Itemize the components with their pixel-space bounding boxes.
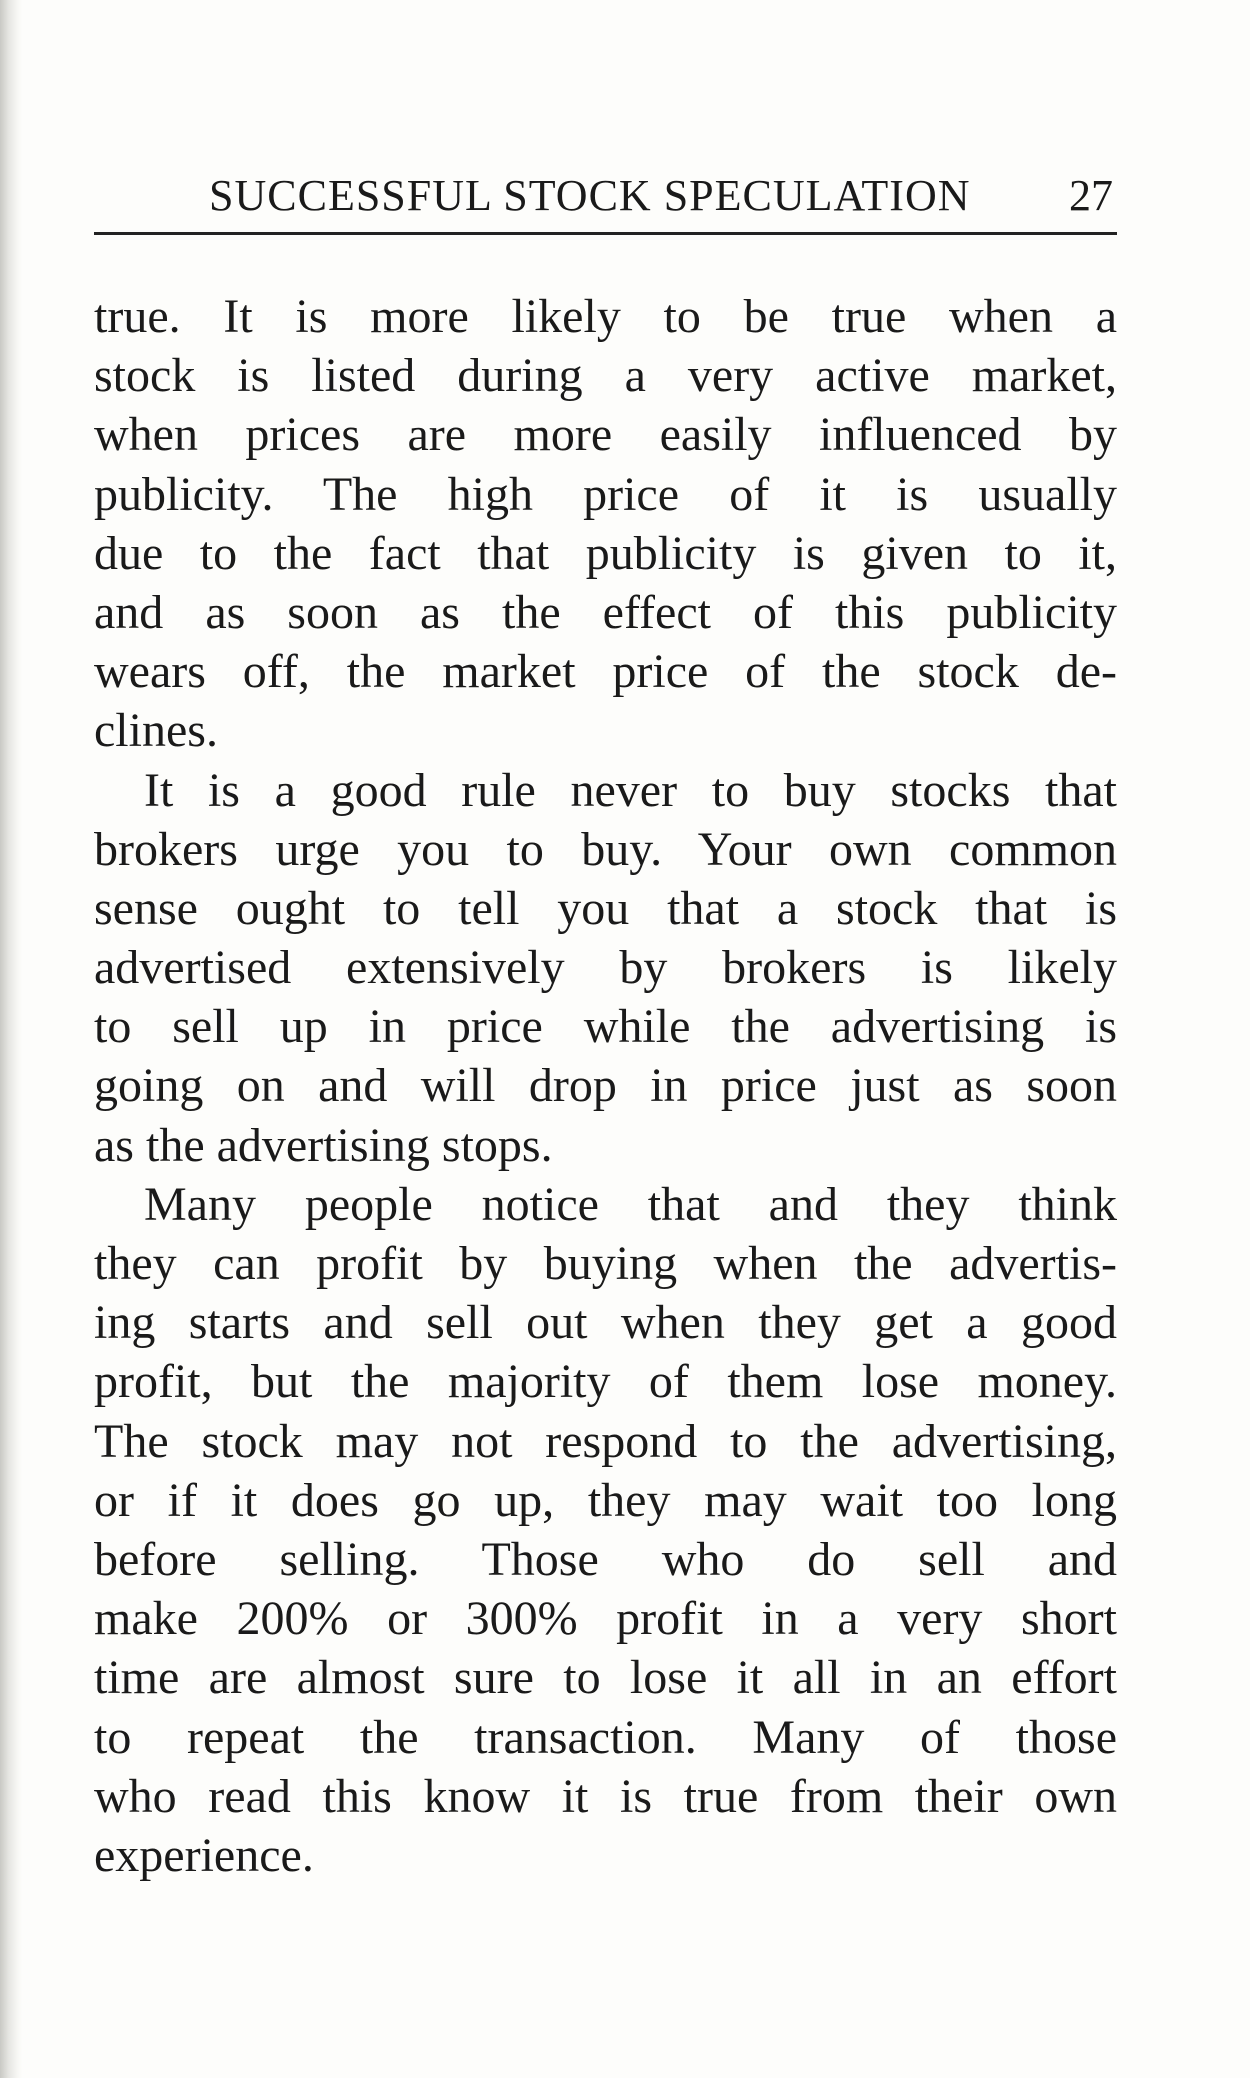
text-line: when prices are more easily influenced by (94, 408, 1117, 462)
text-line: as the advertising stops. (94, 1118, 553, 1172)
text-line: they can profit by buying when the advertis- (94, 1237, 1117, 1290)
text-line: stock is listed during a very active market, (94, 349, 1117, 403)
page-number: 27 (1069, 171, 1113, 220)
text-line: publicity. The high price of it is usually (94, 467, 1117, 521)
text-line: to repeat the transaction. Many of those (94, 1710, 1117, 1764)
text-line: experience. (94, 1828, 314, 1882)
text-line: before selling. Those who do sell and (94, 1532, 1117, 1586)
text-line: who read this know it is true from their own (94, 1769, 1117, 1823)
text-line: Many people notice that and they think (144, 1177, 1117, 1231)
text-line: It is a good rule never to buy stocks that (144, 763, 1117, 817)
running-title: SUCCESSFUL STOCK SPECULATION (209, 171, 971, 220)
text-line: or if it does go up, they may wait too long (94, 1473, 1117, 1527)
text-line: brokers urge you to buy. Your own common (94, 822, 1117, 876)
text-line: due to the fact that publicity is given to it, (94, 526, 1117, 580)
text-line: wears off, the market price of the stock de- (94, 645, 1117, 699)
text-line: going on and will drop in price just as soon (94, 1059, 1117, 1113)
text-line: ing starts and sell out when they get a good (94, 1296, 1117, 1350)
text-line: and as soon as the effect of this publicity (94, 585, 1117, 639)
text-line: clines. (94, 704, 218, 758)
body-text (94, 287, 1117, 1885)
text-line: sense ought to tell you that a stock that is (94, 881, 1117, 935)
text-line: to sell up in price while the advertising is (94, 1000, 1117, 1054)
text-line: advertised extensively by brokers is likely (94, 941, 1117, 995)
running-header (94, 170, 1117, 235)
paragraph (94, 1175, 1117, 1885)
paragraph (94, 287, 1117, 761)
paragraph (94, 761, 1117, 1175)
text-line: true. It is more likely to be true when a (94, 290, 1117, 343)
page-binding-edge (0, 0, 22, 2078)
text-line: The stock may not respond to the advertising, (94, 1414, 1117, 1468)
text-line: time are almost sure to lose it all in an effort (94, 1651, 1117, 1705)
text-line: make 200% or 300% profit in a very short (94, 1592, 1117, 1646)
text-line: profit, but the majority of them lose money. (94, 1355, 1117, 1409)
